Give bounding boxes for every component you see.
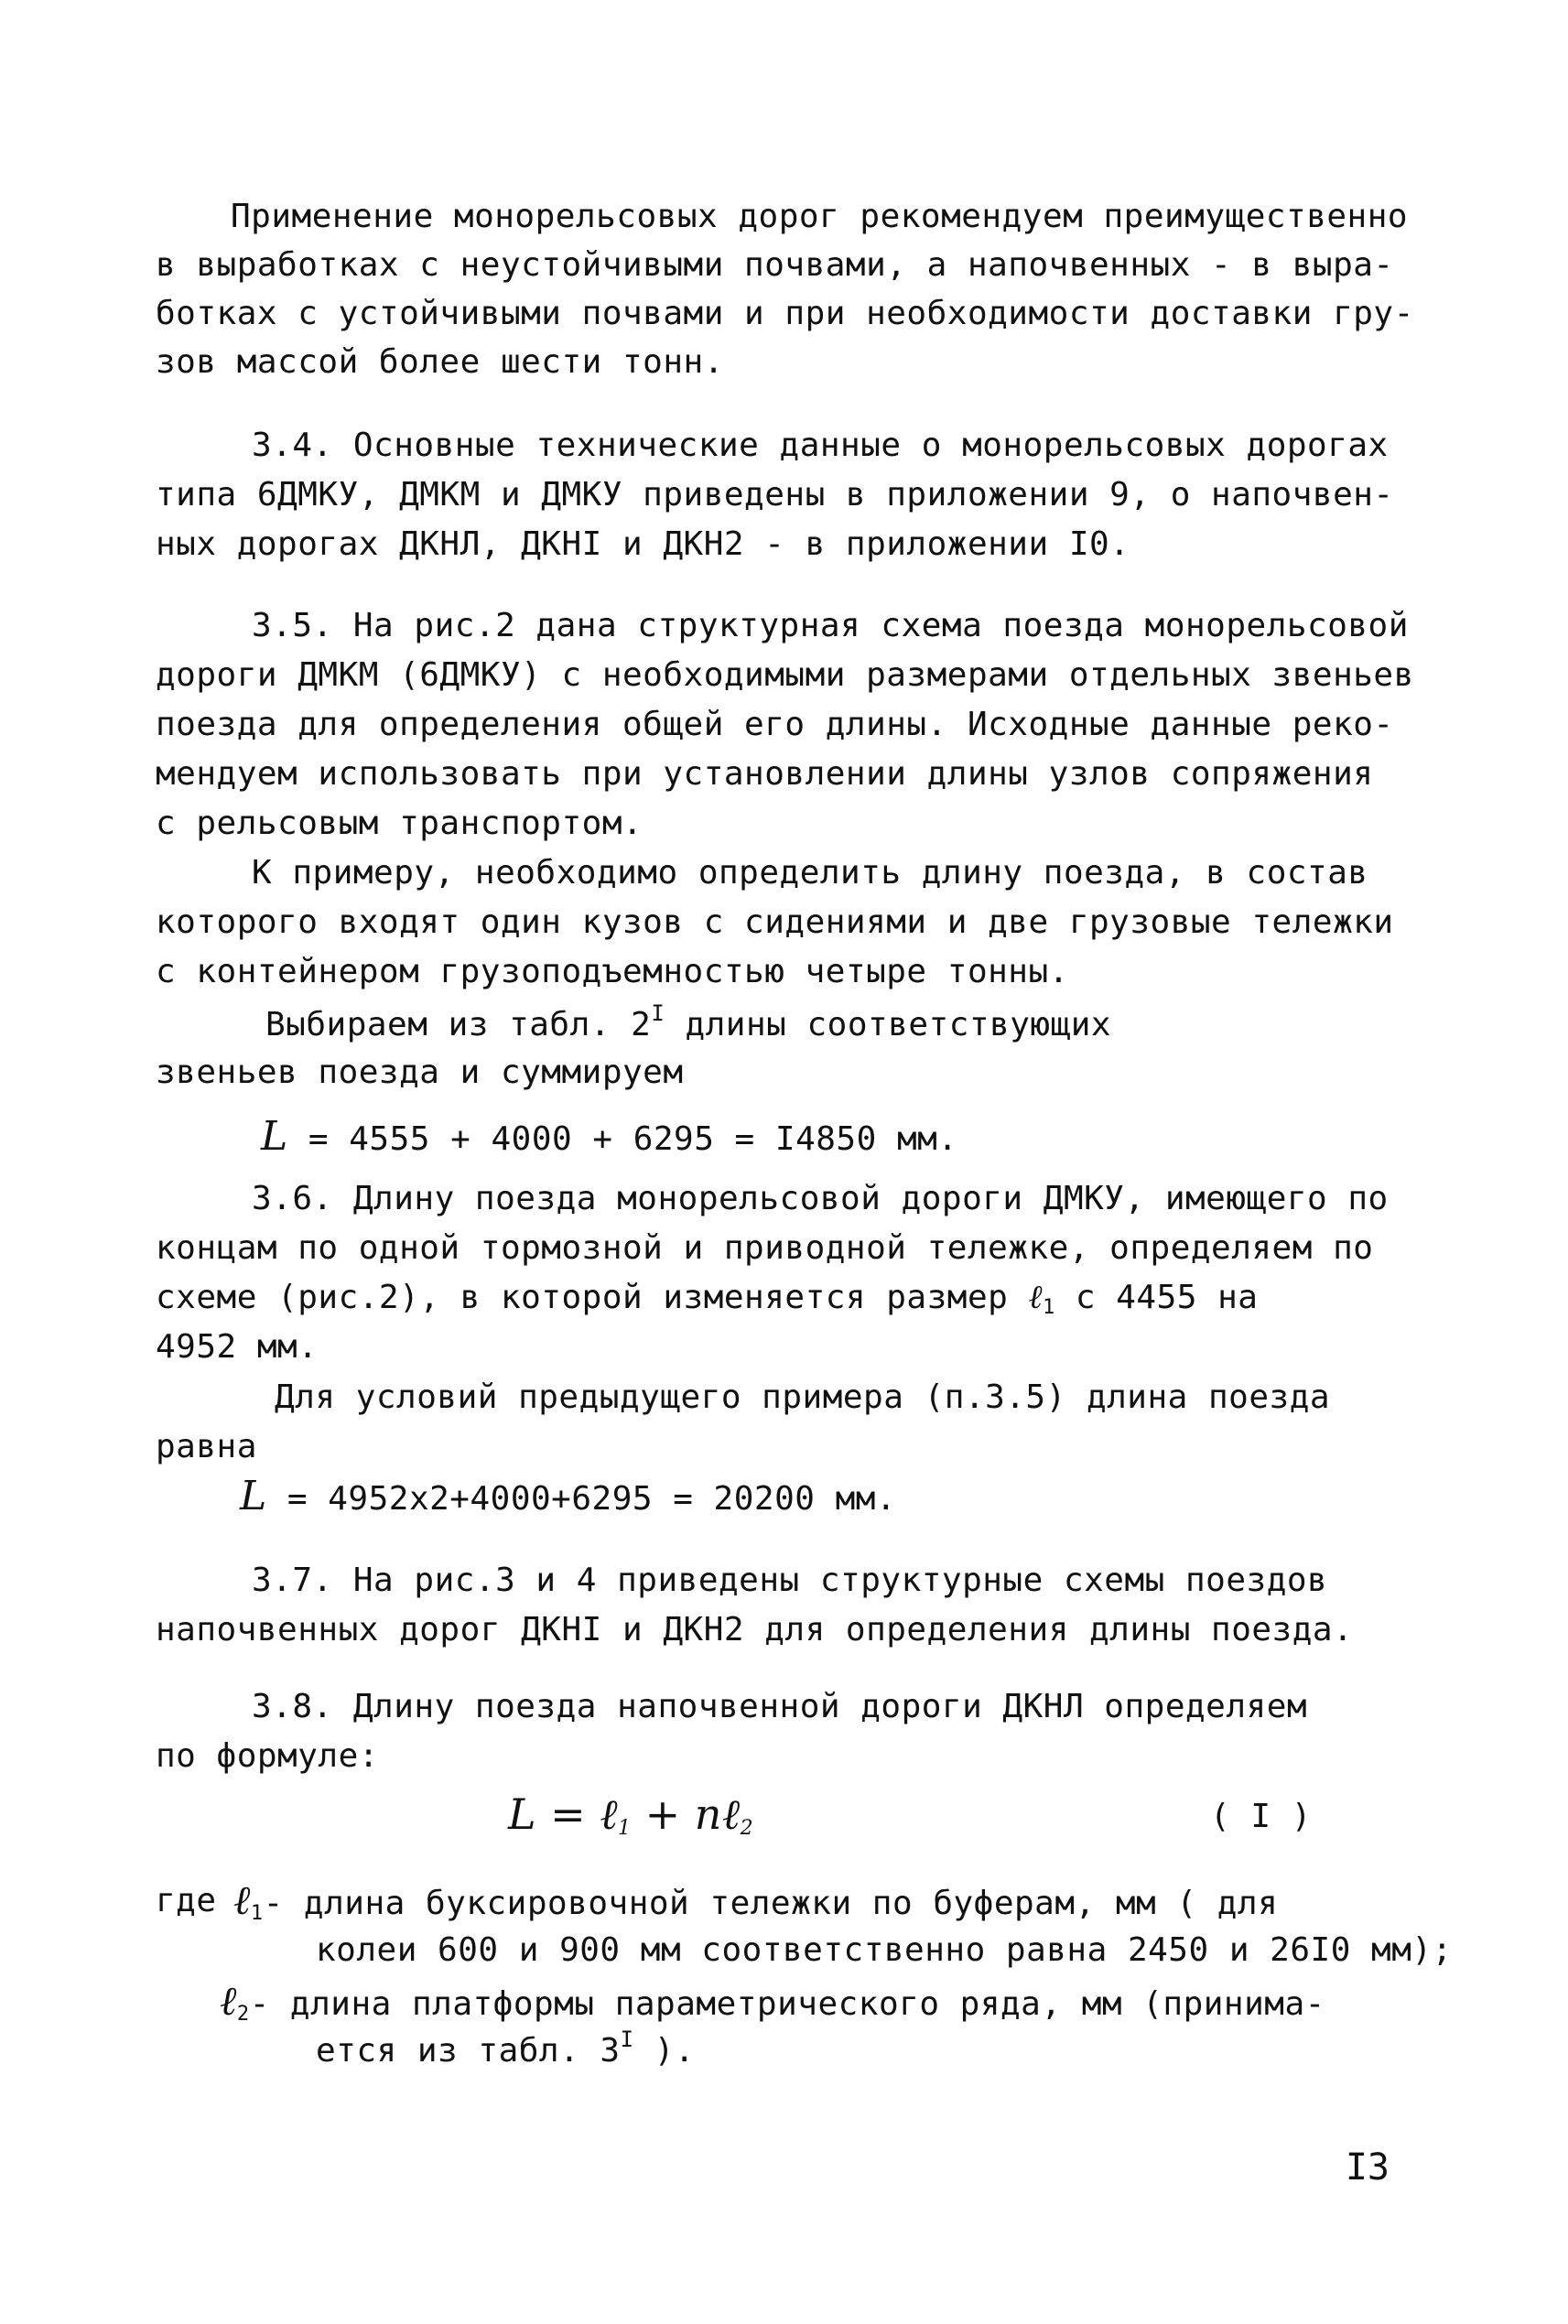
section-3-5-line-5: с рельсовым транспортом. — [156, 805, 643, 842]
section-3-5-line-4: мендуем использовать при установлении длины узлов сопряжения — [156, 755, 1374, 793]
formula-1-symbol: L — [261, 1113, 288, 1160]
section-3-5-line-1: 3.5. На рис.2 дана структурная схема поезда монорельсовой — [252, 607, 1409, 644]
def2-symbol: ℓ — [220, 1978, 237, 2025]
intro-line-1: Применение монорельсовых дорог рекомендуем преимущественно — [231, 198, 1409, 235]
formula-1-expression: = 4555 + 4000 + 6295 = I4850 мм. — [308, 1120, 958, 1158]
page-number: I3 — [1345, 2146, 1390, 2189]
formula-3-L: L — [508, 1789, 537, 1839]
section-3-6-line-4: 4952 мм. — [156, 1328, 319, 1366]
formula-3-l1: ℓ — [600, 1789, 619, 1839]
formula-1 — [261, 1112, 957, 1164]
definition-2-line-1 — [220, 1977, 1325, 2029]
section-3-5-line-9 — [265, 1000, 1111, 1050]
line-9-text-a: Выбираем из табл. 2 — [265, 1006, 652, 1043]
def2-text: - длина платформы параметрического ряда, мм (принима- — [249, 1985, 1325, 2023]
formula-3-plus-n: + n — [631, 1789, 722, 1839]
intro-line-4: зов массой более шести тонн. — [156, 343, 724, 381]
section-3-6-line-3 — [156, 1273, 1258, 1323]
table-2-superscript: I — [651, 1000, 665, 1026]
formula-3-sub1: 1 — [618, 1817, 632, 1840]
line-3-text-a: схеме (рис.2), в которой изменяется размер — [156, 1279, 1029, 1316]
section-3-6-line-2: концам по одной тормозной и приводной тележке, определяем по — [156, 1229, 1374, 1267]
formula-number: ( I ) — [1210, 1798, 1312, 1835]
section-3-5-line-10: звеньев поезда и суммируем — [156, 1054, 684, 1091]
section-3-8-line-1: 3.8. Длину поезда напочвенной дороги ДКНЛ определяем — [252, 1688, 1308, 1725]
def1-symbol: ℓ — [233, 1877, 251, 1924]
formula-3-eq: = — [536, 1789, 600, 1839]
def2-line2-text-a: ется из табл. 3 — [316, 2032, 621, 2070]
table-3-superscript: I — [620, 2027, 634, 2052]
def2-subscript: 2 — [236, 2003, 250, 2026]
section-3-5-line-2: дороги ДМКМ (6ДМКУ) с необходимыми размерами отдельных звеньев — [156, 656, 1414, 694]
formula-2-symbol: L — [240, 1473, 267, 1519]
definition-1-line-2: колеи 600 и 900 мм соответственно равна 2450 и 26I0 мм); — [316, 1931, 1453, 1969]
formula-3 — [508, 1789, 753, 1839]
section-3-5-line-8: с контейнером грузоподъемностью четыре тонны. — [156, 953, 1069, 990]
section-3-7-line-1: 3.7. На рис.3 и 4 приведены структурные схемы поездов — [252, 1562, 1328, 1599]
section-3-7-line-2: напочвенных дорог ДКНI и ДКН2 для определения длины поезда. — [156, 1611, 1354, 1648]
section-3-4-line-1: 3.4. Основные технические данные о монорельсовых дорогах — [252, 427, 1389, 464]
section-3-6-line-6: равна — [156, 1428, 257, 1465]
section-3-8-line-2: по формуле: — [156, 1737, 379, 1775]
formula-2-expression: = 4952х2+4000+6295 = 20200 мм. — [287, 1480, 897, 1518]
line-3-text-b: с 4455 на — [1054, 1279, 1259, 1316]
section-3-6-line-5: Для условий предыдущего примера (п.3.5) длина поезда — [275, 1378, 1331, 1416]
l1-subscript: 1 — [1042, 1296, 1055, 1319]
intro-line-2: в выработках с неустойчивыми почвами, а напочвенных - в выра- — [156, 246, 1394, 284]
def1-text: - длина буксировочной тележки по буферам, мм ( для — [263, 1885, 1279, 1922]
where-label: где — [156, 1882, 217, 1919]
formula-2 — [240, 1472, 896, 1524]
definition-1-line-1 — [233, 1876, 1278, 1929]
definition-2-line-2 — [316, 2027, 695, 2076]
section-3-5-line-6: К примеру, необходимо определить длину поезда, в состав — [252, 854, 1368, 892]
section-3-4-line-2: типа 6ДМКУ, ДМКМ и ДМКУ приведены в приложении 9, о напочвен- — [156, 476, 1394, 513]
section-3-6-line-1: 3.6. Длину поезда монорельсовой дороги ДМКУ, имеющего по — [252, 1180, 1389, 1217]
section-3-4-line-3: ных дорогах ДКНЛ, ДКНI и ДКН2 - в приложении I0. — [156, 525, 1130, 563]
formula-3-sub2: 2 — [740, 1817, 754, 1840]
formula-3-l2: ℓ — [721, 1789, 741, 1839]
section-3-5-line-3: поезда для определения общей его длины. Исходные данные реко- — [156, 706, 1394, 743]
section-3-5-line-7: которого входят один кузов с сидениями и две грузовые тележки — [156, 903, 1394, 941]
intro-line-3: ботках с устойчивыми почвами и при необходимости доставки гру- — [156, 295, 1414, 332]
l1-symbol: ℓ — [1028, 1279, 1043, 1316]
line-9-text-b: длины соответствующих — [665, 1006, 1112, 1043]
def1-subscript: 1 — [250, 1902, 264, 1925]
def2-line2-text-b: ). — [633, 2032, 696, 2070]
